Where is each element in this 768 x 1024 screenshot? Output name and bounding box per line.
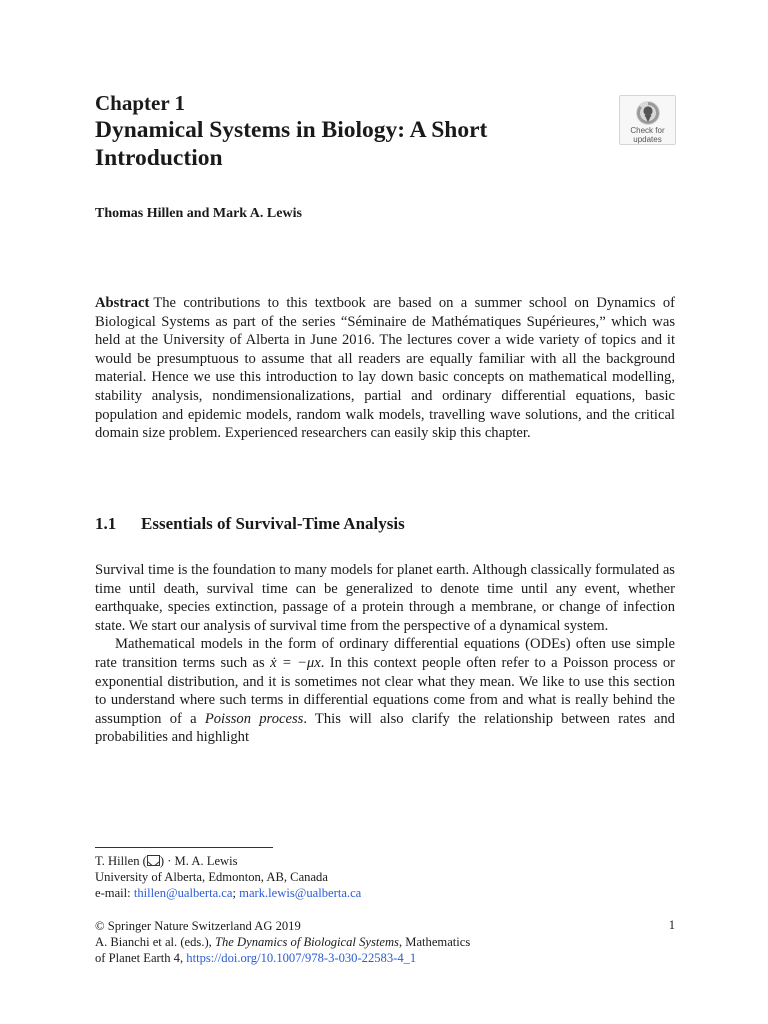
paragraph-1: Survival time is the foundation to many models for planet earth. Although classically formulated as time until death, survival time can be generalized to denote time until any event, whether earthquake, species extinction, passage of a protein through a membrane, or change of infection state. We start our analysis of survival time from the perspective of a dynamical system. [95,562,675,634]
page [95,0,675,1024]
email-link-hillen[interactable]: thillen@ualberta.ca [133,886,233,900]
check-for-updates-text: Check for updates [630,126,665,144]
citation-line-1: A. Bianchi et al. (eds.), The Dynamics of Biological Systems, Mathematics [95,935,471,949]
footnote-affiliation: University of Alberta, Edmonton, AB, Canada [95,870,328,884]
envelope-icon[interactable] [147,855,160,866]
copyright-line: © Springer Nature Switzerland AG 2019 [95,919,301,933]
footnote [95,853,361,901]
abstract-lead: Abstract [95,295,150,311]
copyright-block [95,918,675,966]
section-title: Essentials of Survival-Time Analysis [141,514,405,533]
abstract [95,294,675,443]
footnote-rule [95,847,273,848]
doi-link[interactable]: https://doi.org/10.1007/978-3-030-22583-4_1 [186,951,417,965]
section-number: 1.1 [95,514,117,533]
paragraph-2: Mathematical models in the form of ordinary differential equations (ODEs) often use simple rate transition terms such as ẋ = −μx. In this context people often refer to a Poisson process or exponential distribution, and it is sometimes not clear what they mean. We like to use this section to understand where such terms in differential equations come from and what is really behind the assumption of a Poisson process. This will also clarify the relationship between rates and probabilities and highlight [95,636,675,746]
check-for-updates-icon [635,100,661,126]
author-list: Thomas Hillen and Mark A. Lewis [95,206,302,221]
chapter-title-line2: Introduction [95,145,223,171]
chapter-label: Chapter 1 [95,91,186,115]
section-body [95,561,675,747]
chapter-title [95,116,595,172]
citation-line-2: of Planet Earth 4, https://doi.org/10.1007/978-3-030-22583-4_1 [95,951,417,965]
section-heading [95,514,405,534]
emphasis-poisson-process: Poisson process [204,710,304,727]
book-title: The Dynamics of Biological Systems [214,935,399,949]
inline-equation: ẋ = −μx [270,654,321,671]
footnote-names: T. Hillen ( ) · M. A. Lewis [95,854,238,868]
abstract-text: The contributions to this textbook are based on a summer school on Dynamics of Biological Systems as part of the series “Séminaire de Mathématiques Supérieures,” which was held at the University of Alberta in June 2016. The lectures cover a wide variety of topics and it would be presumptuous to assume that all readers are equally familiar with all the background material. Hence we use this introduction to lay down basic concepts on mathematical modelling, stability analysis, nondimensionalizations, partial and ordinary differential equations, basic population and epidemic models, random walk models, travelling wave solutions, and the critical domain size problem. Experienced researchers can easily skip this chapter. [95,295,675,442]
email-link-lewis[interactable]: mark.lewis@ualberta.ca [239,886,362,900]
footnote-emails: e-mail: thillen@ualberta.ca; mark.lewis@ualberta.ca [95,886,362,900]
page-number: 1 [668,918,675,932]
chapter-title-line1: Dynamical Systems in Biology: A Short [95,117,488,143]
check-for-updates-badge[interactable] [619,95,676,145]
